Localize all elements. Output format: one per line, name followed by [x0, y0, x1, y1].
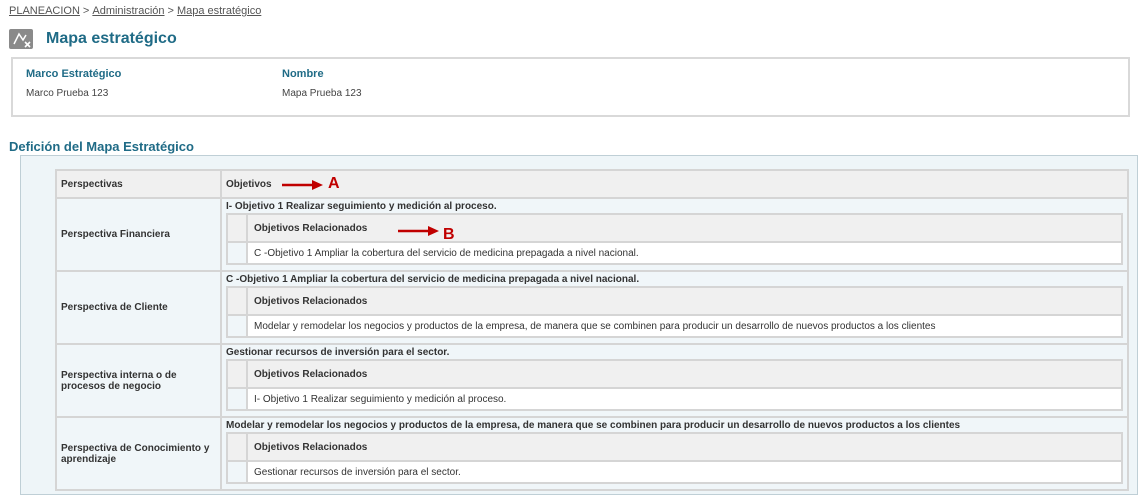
- objective-cell: [221, 417, 1128, 490]
- column-header-objetivos: Objetivos: [221, 170, 1128, 198]
- related-header: Objetivos Relacionados: [247, 433, 1122, 461]
- related-objective: Gestionar recursos de inversión para el sector.: [247, 461, 1122, 483]
- related-objectives-table: [226, 432, 1123, 484]
- marco-estrategico-label: Marco Estratégico: [26, 68, 122, 80]
- objective-cell: [221, 271, 1128, 344]
- breadcrumb: [9, 5, 261, 17]
- nombre-field: [282, 68, 362, 99]
- spacer-cell: [227, 315, 247, 337]
- nombre-value: Mapa Prueba 123: [282, 88, 362, 99]
- objective-title: Gestionar recursos de inversión para el sector.: [226, 347, 450, 358]
- related-header: Objetivos Relacionados: [247, 214, 1122, 242]
- spacer-cell: [227, 433, 247, 461]
- objective-title: I- Objetivo 1 Realizar seguimiento y medición al proceso.: [226, 201, 497, 212]
- breadcrumb-link-administracion[interactable]: Administración: [92, 5, 165, 17]
- spacer-cell: [227, 287, 247, 315]
- perspective-cell: Perspectiva de Cliente: [56, 271, 221, 344]
- related-objective: I- Objetivo 1 Realizar seguimiento y medición al proceso.: [247, 388, 1122, 410]
- objective-cell: [221, 198, 1128, 271]
- annotation-label-a: A: [328, 175, 340, 192]
- breadcrumb-link-mapa-estrategico[interactable]: Mapa estratégico: [176, 5, 262, 17]
- table-row: [56, 198, 1128, 271]
- page-title: Mapa estratégico: [46, 30, 177, 47]
- objective-title: Modelar y remodelar los negocios y productos de la empresa, de manera que se combinen para producir un desarrollo de nuevos productos a los clientes: [226, 420, 961, 431]
- spacer-cell: [227, 360, 247, 388]
- marco-estrategico-value: Marco Prueba 123: [26, 88, 109, 99]
- spacer-cell: [227, 388, 247, 410]
- perspective-cell: Perspectiva de Conocimiento y aprendizaje: [56, 417, 221, 490]
- related-header: Objetivos Relacionados: [247, 360, 1122, 388]
- related-objective: C -Objetivo 1 Ampliar la cobertura del servicio de medicina prepagada a nivel nacional.: [247, 242, 1122, 264]
- table-header-row: [56, 170, 1128, 198]
- objective-cell: [221, 344, 1128, 417]
- page-header: [9, 28, 177, 50]
- related-objective: Modelar y remodelar los negocios y productos de la empresa, de manera que se combinen para producir un desarrollo de nuevos productos a los clientes: [247, 315, 1122, 337]
- perspective-cell: Perspectiva interna o de procesos de negocio: [56, 344, 221, 417]
- marco-estrategico-field: [26, 68, 121, 99]
- column-header-perspectivas: Perspectivas: [56, 170, 221, 198]
- objective-title: C -Objetivo 1 Ampliar la cobertura del servicio de medicina prepagada a nivel nacional.: [226, 274, 640, 285]
- section-title: Defición del Mapa Estratégico: [9, 139, 194, 154]
- table-row: [56, 271, 1128, 344]
- perspective-cell: Perspectiva Financiera: [56, 198, 221, 271]
- spacer-cell: [227, 242, 247, 264]
- spacer-cell: [227, 214, 247, 242]
- spacer-cell: [227, 461, 247, 483]
- related-objectives-table: [226, 286, 1123, 338]
- nombre-label: Nombre: [282, 68, 324, 80]
- breadcrumb-separator: >: [82, 5, 90, 17]
- related-header: Objetivos Relacionados: [247, 287, 1122, 315]
- annotation-arrow-b: [398, 225, 440, 237]
- annotation-label-b: B: [443, 226, 455, 243]
- related-objectives-table: [226, 359, 1123, 411]
- related-objectives-table: [226, 213, 1123, 265]
- strategy-map-icon: [9, 29, 33, 49]
- table-row: [56, 417, 1128, 490]
- strategic-map-table: [55, 169, 1129, 491]
- info-panel: [11, 57, 1130, 117]
- annotation-arrow-a: [282, 179, 324, 191]
- breadcrumb-link-planeacion[interactable]: PLANEACION: [9, 5, 80, 17]
- table-row: [56, 344, 1128, 417]
- breadcrumb-separator: >: [167, 5, 174, 17]
